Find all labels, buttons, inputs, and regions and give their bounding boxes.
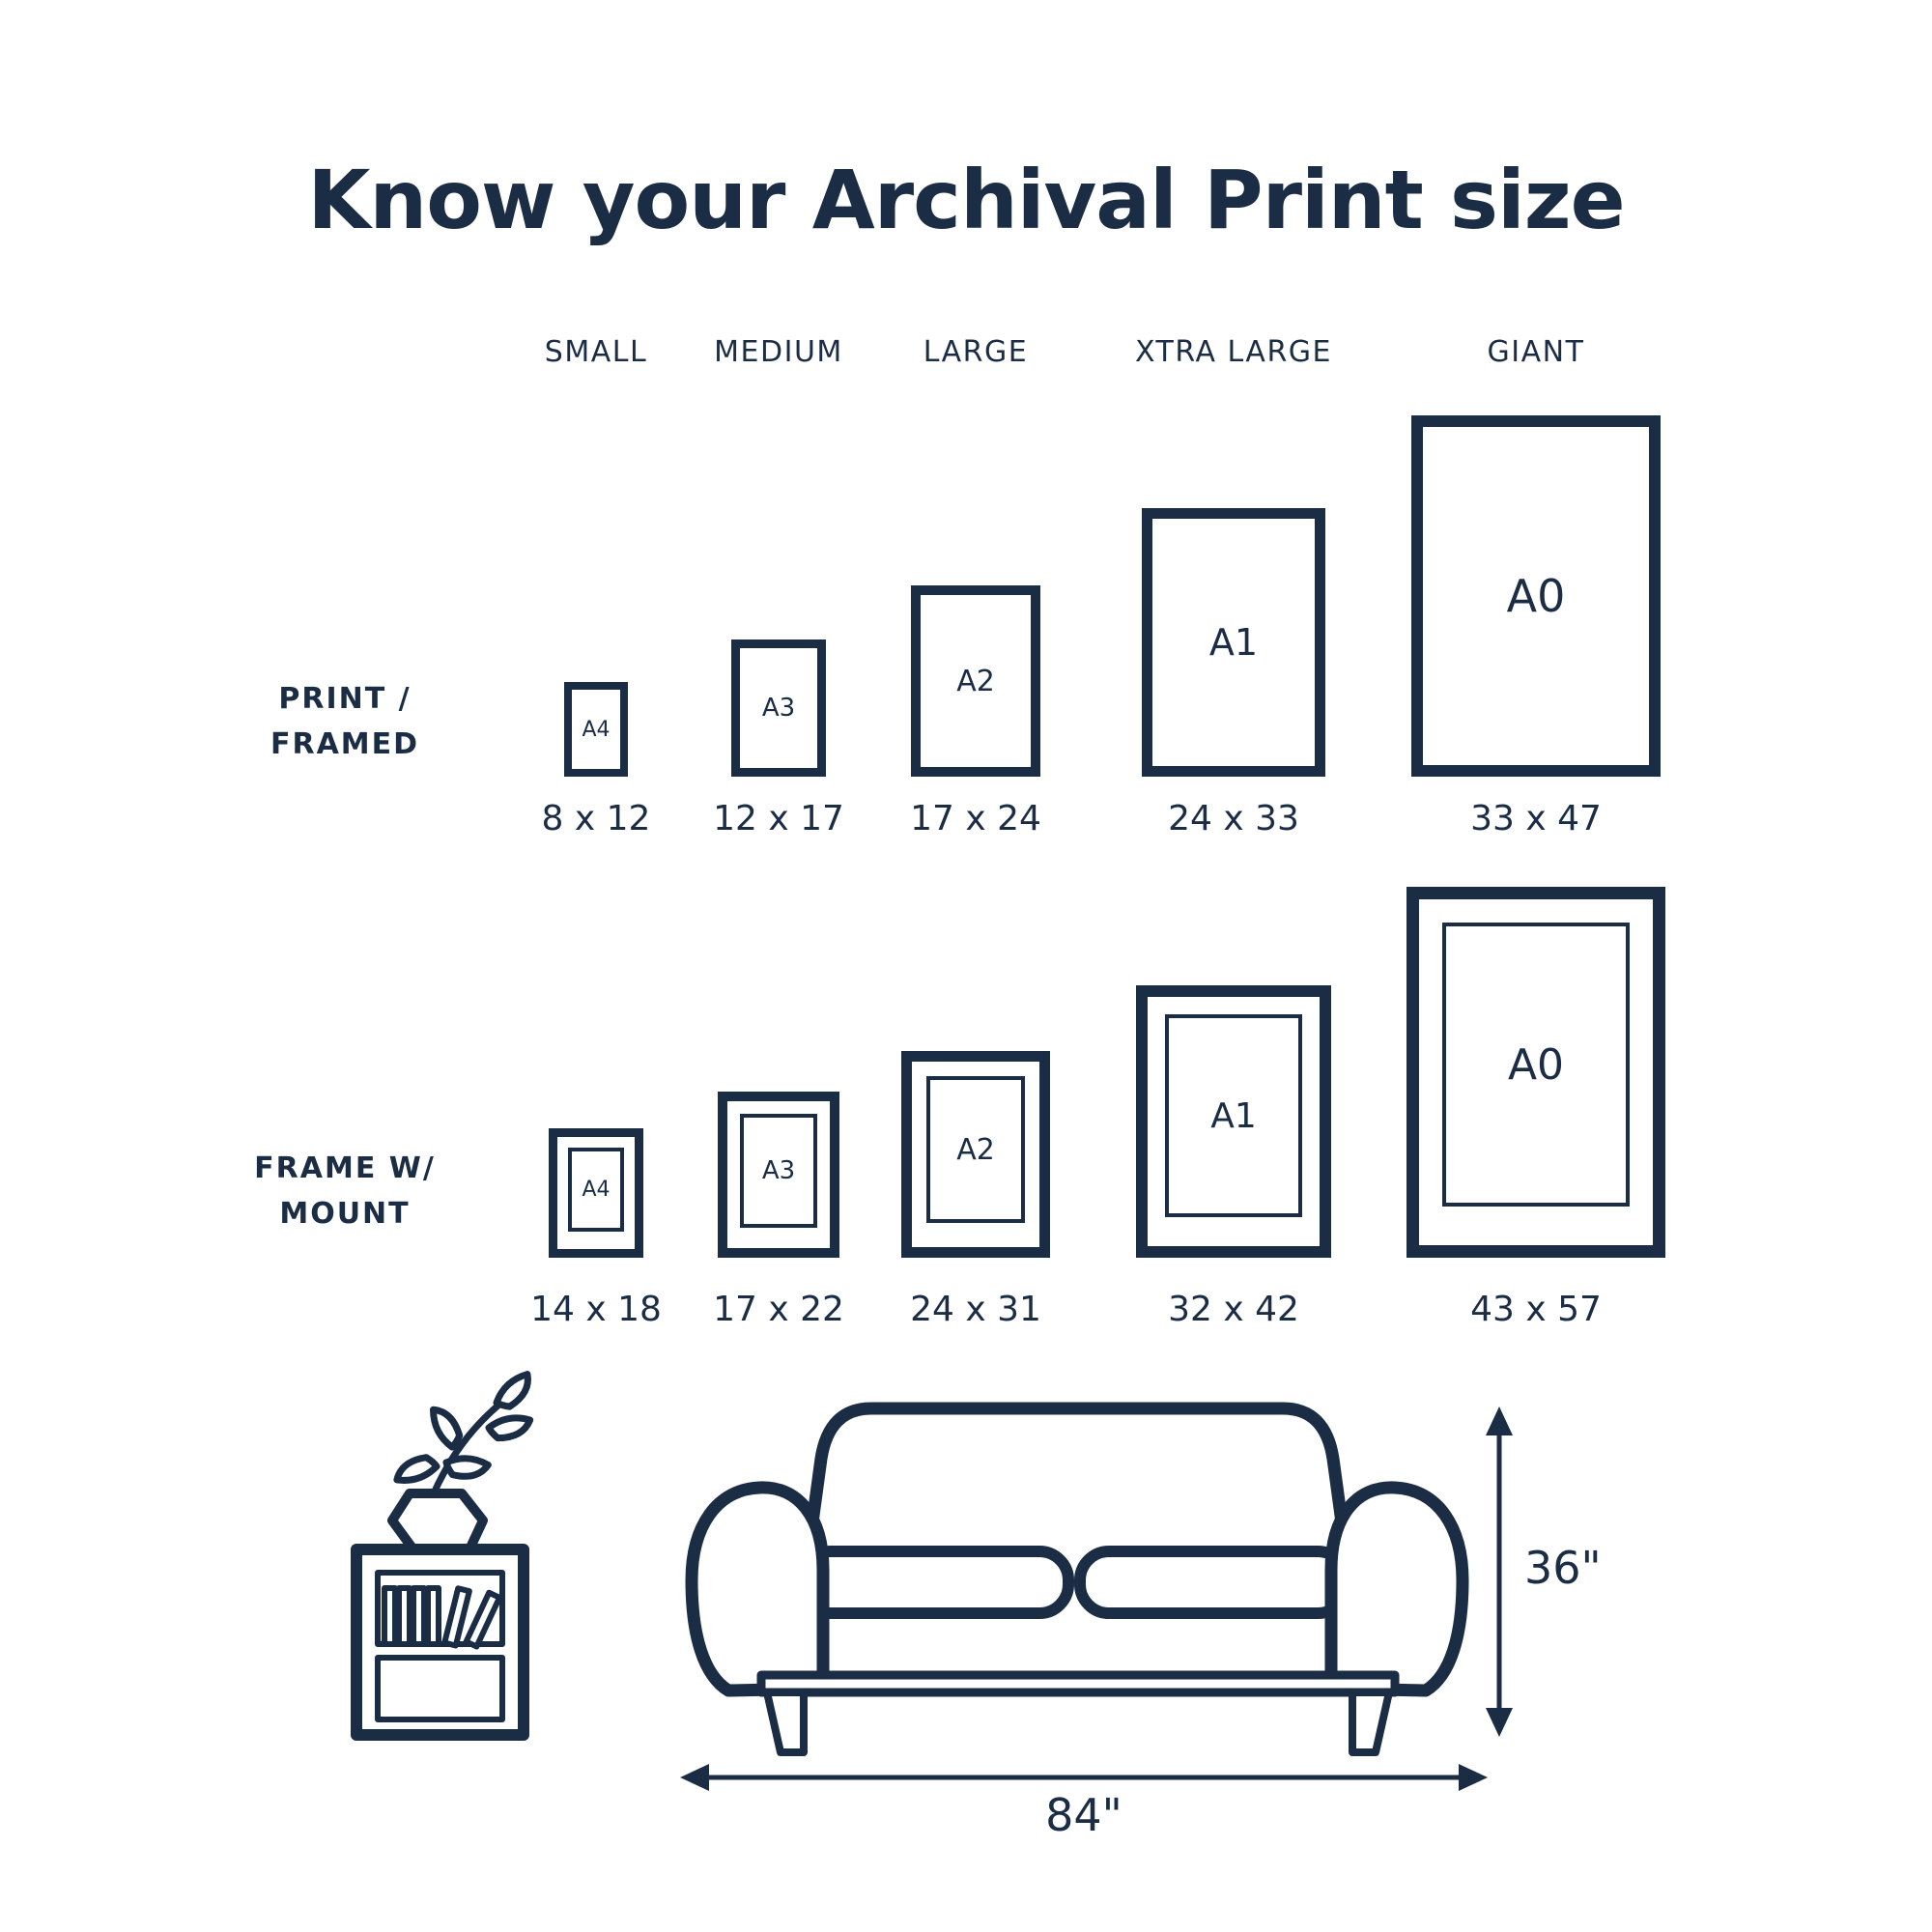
- print-size-label: 33 x 47: [1470, 799, 1602, 838]
- mount-frame-code: A1: [1210, 1095, 1257, 1136]
- mount-frame-xtra-large: [1136, 985, 1331, 1258]
- column-header-medium: MEDIUM: [714, 335, 843, 369]
- print-box-medium: [731, 639, 826, 777]
- mount-window: [740, 1114, 817, 1228]
- print-box-code: A0: [1506, 570, 1566, 622]
- mount-frame-code: A4: [582, 1178, 611, 1202]
- column-header-giant: GIANT: [1487, 335, 1585, 369]
- print-box-xtra-large: [1142, 508, 1325, 777]
- row-label-print-line1: PRINT /: [278, 682, 412, 716]
- height-arrow-icon: [1486, 1406, 1513, 1737]
- mount-frame-code: A0: [1507, 1039, 1565, 1090]
- row-label-frame-mount: [171, 1146, 519, 1236]
- mount-window: [926, 1076, 1025, 1223]
- mount-frame-small: [549, 1128, 643, 1258]
- print-box-code: A1: [1208, 621, 1259, 664]
- side-table-icon: [356, 1549, 524, 1735]
- print-box-large: [911, 585, 1040, 777]
- print-size-label: 17 x 24: [910, 799, 1041, 838]
- mount-window: [1442, 923, 1630, 1207]
- mount-frame-medium: [718, 1092, 839, 1258]
- mount-size-label: 32 x 42: [1168, 1290, 1299, 1329]
- sofa-width-label: 84": [1045, 1789, 1122, 1841]
- mount-frame-code: A2: [956, 1132, 995, 1167]
- mount-size-label: 14 x 18: [530, 1290, 662, 1329]
- print-box-small: [564, 682, 628, 777]
- page-title: Know your Archival Print size: [307, 153, 1625, 248]
- print-size-label: 24 x 33: [1168, 799, 1299, 838]
- column-header-small: SMALL: [544, 335, 648, 369]
- row-label-mount-line2: MOUNT: [279, 1197, 411, 1231]
- column-header-xtra-large: XTRA LARGE: [1134, 335, 1332, 369]
- print-size-label: 8 x 12: [541, 799, 651, 838]
- print-box-giant: [1411, 415, 1661, 777]
- print-box-code: A4: [582, 717, 611, 742]
- width-arrow-icon: [680, 1764, 1488, 1791]
- print-box-code: A2: [956, 664, 995, 698]
- column-header-large: LARGE: [923, 335, 1029, 369]
- vase-icon: [392, 1493, 483, 1549]
- mount-size-label: 24 x 31: [910, 1290, 1041, 1329]
- row-label-print-framed: [171, 676, 519, 767]
- mount-size-label: 17 x 22: [713, 1290, 844, 1329]
- plant-icon: [392, 1374, 537, 1549]
- sofa-height-label: 36": [1524, 1542, 1602, 1594]
- row-label-print-line2: FRAMED: [270, 727, 420, 761]
- mount-frame-giant: [1406, 887, 1665, 1258]
- print-size-label: 12 x 17: [713, 799, 844, 838]
- sofa-icon: [692, 1408, 1463, 1752]
- mount-window: [1165, 1014, 1302, 1217]
- mount-window: [568, 1148, 624, 1232]
- row-label-mount-line1: FRAME W/: [254, 1151, 436, 1185]
- mount-frame-large: [901, 1051, 1050, 1258]
- print-box-code: A3: [761, 694, 796, 723]
- mount-frame-code: A3: [761, 1156, 796, 1185]
- mount-size-label: 43 x 57: [1470, 1290, 1602, 1329]
